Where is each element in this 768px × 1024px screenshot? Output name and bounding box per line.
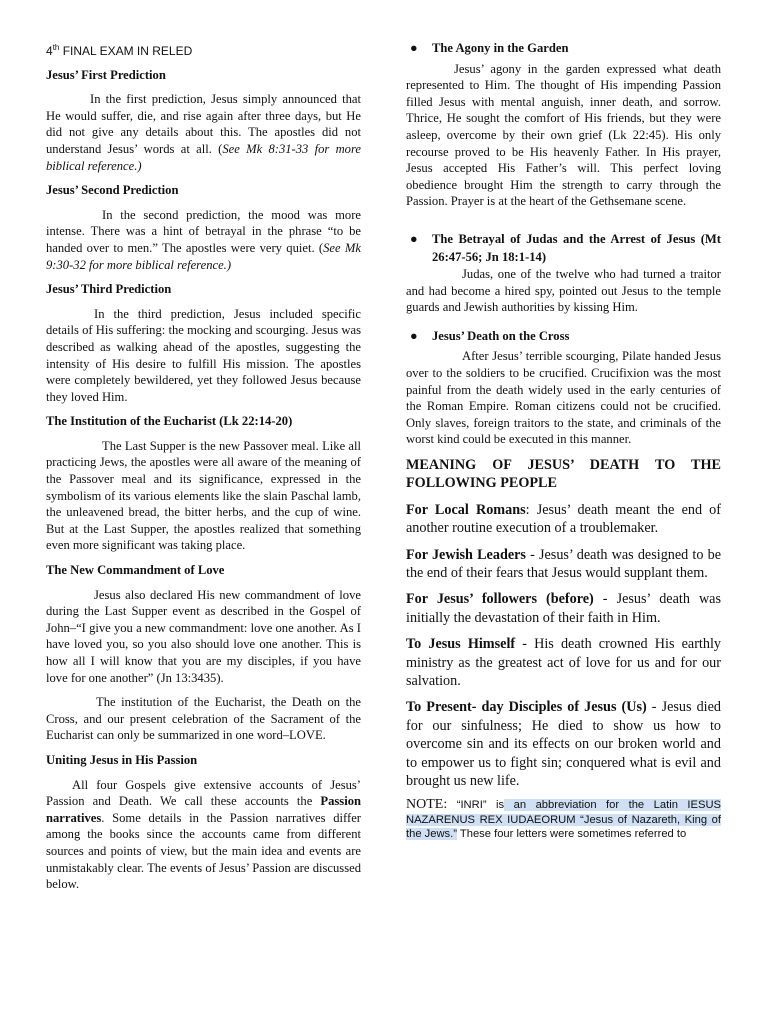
uniting-heading: Uniting Jesus in His Passion bbox=[46, 752, 198, 767]
first-prediction-text: In the first prediction, Jesus simply announced that He would suffer, die, and rise again after three days, but He did not give any details about this. The apostles did not understand Jesus’ words at all. (See Mk 8:31-33 for more biblical reference.) bbox=[46, 92, 361, 173]
meaning-heading: MEANING OF JESUS’ DEATH TO THE FOLLOWING PEOPLE bbox=[406, 456, 721, 492]
uniting-text: All four Gospels give extensive accounts of Jesus’ Passion and Death. We call these accounts the Passion narratives. Some details in the Passion narratives differ among the books since the accounts came from different sources and points of view, but the main idea and events are unmistakably clear. The events of Jesus’ Passion are discussed below. bbox=[46, 777, 361, 892]
meaning-present-disciples: To Present- day Disciples of Jesus (Us) - Jesus died for our sinfulness; He died to show us how to overcome sin and its effects on our broken world and to empower us to fight sin; conquered what is evil and brought us new life. bbox=[406, 699, 721, 789]
meaning-romans: For Local Romans: Jesus’ death meant the end of another routine execution of a troublemaker. bbox=[406, 501, 721, 537]
right-column bbox=[406, 40, 721, 842]
betrayal-text: Judas, one of the twelve who had turned a traitor and had become a hired spy, pointed out Jesus to the temple guards and Jewish authorities by kissing Him. bbox=[406, 266, 721, 315]
third-prediction-text: In the third prediction, Jesus included specific details of His suffering: the mocking and scourging. Jesus was described as walking ahead of the apostles, suggesting the intensity of His desire to fulfill His mission. The apostles were completely bewildered, yet they followed Jesus because they loved Him. bbox=[46, 306, 361, 404]
commandment-heading: The New Commandment of Love bbox=[46, 563, 225, 578]
second-prediction-heading: Jesus’ Second Prediction bbox=[46, 183, 179, 198]
meaning-jewish-leaders: For Jewish Leaders - Jesus’ death was designed to be the end of their fears that Jesus would supplant them. bbox=[406, 546, 721, 581]
inri-note: NOTE: “INRI” is an abbreviation for the Latin IESUS NAZARENUS REX IUDAEORUM “Jesus of Nazareth, King of the Jews.” These four letters were sometimes referred to bbox=[406, 797, 721, 841]
betrayal-heading: ● The Betrayal of Judas and the Arrest of Jesus (Mt 26:47-56; Jn 18:1-14) bbox=[410, 231, 721, 264]
commandment-text: Jesus also declared His new commandment of love during the Last Supper event as described in the Gospel of John–“I give you a new commandment: love one another. As I have loved you, so you also should love one another. This is how all I will know that you are my disciples, if you have love for one another” (Jn 13:3435). bbox=[46, 587, 361, 685]
death-text: After Jesus’ terrible scourging, Pilate handed Jesus over to the soldiers to be crucified. Crucifixion was the most painful from the death widely used in the early centuries of the Roman Empire. Roman citizens could not be crucified. Only slaves, foreign traitors to the state, and criminals of the worst kind could be executed in this manner. bbox=[406, 349, 721, 447]
meaning-jesus-himself: To Jesus Himself - His death crowned His earthly ministry as the greatest act of love for us and for our salvation. bbox=[406, 636, 721, 689]
left-column bbox=[46, 40, 361, 901]
bullet-icon: ● bbox=[410, 328, 418, 343]
eucharist-text: The Last Supper is the new Passover meal. Like all practicing Jews, the apostles were all aware of the meaning of the Passover meal and its significance, expressed in the symbolism of its various elements like the slain Paschal lamb, the unleavened bread, the bitter herbs, and the cup of wine. But at the Last Supper, the apostles realized that something even more significant was taking place. bbox=[46, 438, 361, 553]
commandment-summary: The institution of the Eucharist, the Death on the Cross, and our present celebration of the Sacrament of the Eucharist can only be summarized in one word–LOVE. bbox=[46, 695, 361, 743]
first-prediction-heading: Jesus’ First Prediction bbox=[46, 67, 166, 82]
bullet-icon: ● bbox=[410, 231, 418, 246]
highlighted-text: an abbreviation for the Latin IESUS NAZARENUS REX IUDAEORUM “Jesus of Nazareth, King of the Jews.” bbox=[406, 799, 721, 841]
meaning-section bbox=[406, 456, 721, 791]
exam-title: 4th FINAL EXAM IN RELED bbox=[46, 43, 193, 58]
eucharist-heading: The Institution of the Eucharist (Lk 22:14-20) bbox=[46, 414, 293, 429]
meaning-followers: For Jesus’ followers (before) - Jesus’ death was initially the devastation of their faith in Him. bbox=[406, 591, 722, 626]
third-prediction-heading: Jesus’ Third Prediction bbox=[46, 282, 172, 297]
death-heading: ● Jesus’ Death on the Cross bbox=[410, 328, 570, 343]
bullet-icon: ● bbox=[410, 41, 418, 55]
second-prediction-text: In the second prediction, the mood was more intense. There was a hint of betrayal in the phrase “to be handed over to men.” The apostles were very quiet. (See Mk 9:30-32 for more biblical reference.) bbox=[46, 207, 361, 272]
agony-text: Jesus’ agony in the garden expressed what death represented to Him. The thought of His impending Passion filled Jesus with mental anguish, inner death, and sorrow. Thrice, He sought the comfort of His friends, but they were asleep, overcome by their own grief (Lk 22:45). His only recourse proved to be His heavenly Father. In His prayer, Jesus accepted His Father’s will. This perfect loving obedience brought Him the strength to carry through the Passion. Prayer is at the heart of the Gethsemane scene. bbox=[406, 61, 721, 209]
agony-heading: ● The Agony in the Garden bbox=[410, 41, 569, 55]
